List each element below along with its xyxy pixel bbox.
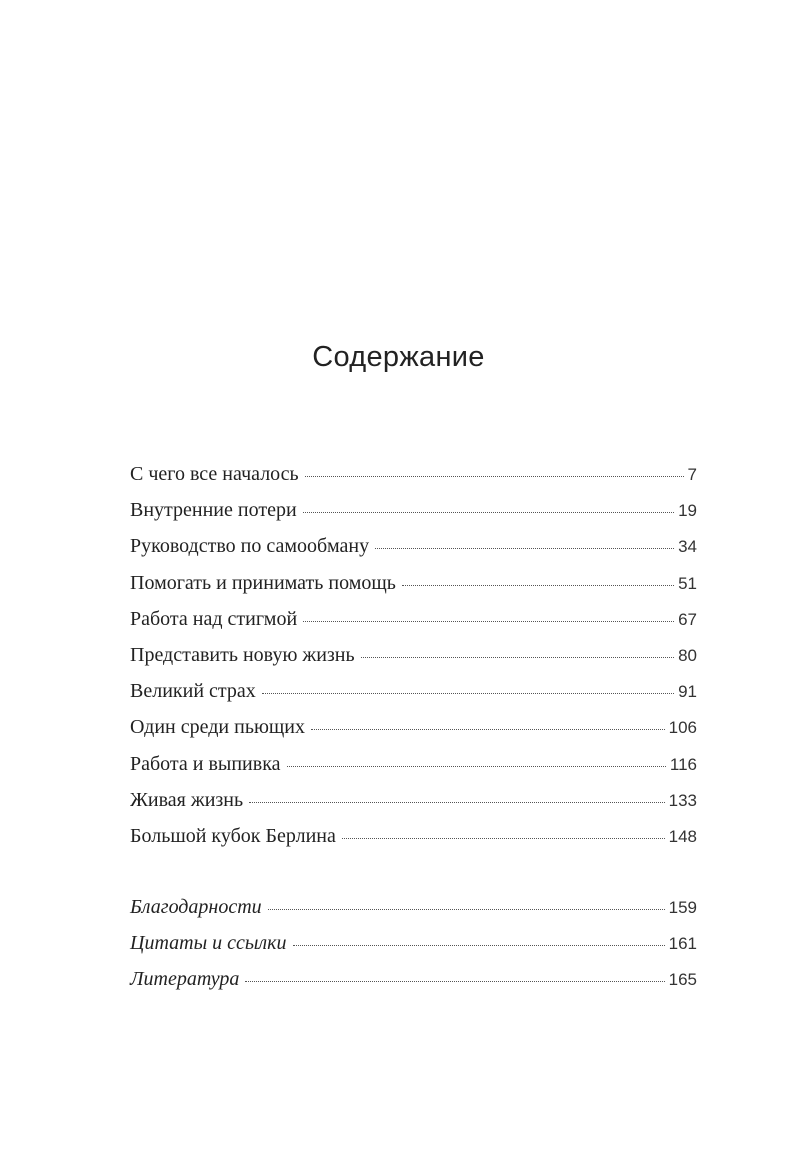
toc-entry-title: Большой кубок Берлина (130, 824, 336, 847)
toc-entry[interactable] (130, 535, 697, 571)
toc-entry-page: 67 (678, 609, 697, 629)
toc-entry-title: Работа над стигмой (130, 607, 298, 630)
dot-leader (262, 693, 674, 694)
toc-entry[interactable] (130, 825, 697, 861)
toc-entry[interactable] (130, 896, 697, 932)
toc-entry-page: 91 (678, 682, 697, 702)
page-title: Содержание (312, 341, 485, 374)
back-matter-contents (130, 896, 697, 1005)
dot-leader (293, 945, 665, 946)
dot-leader (375, 548, 674, 549)
toc-entry-page: 116 (669, 754, 697, 774)
toc-entry[interactable] (130, 716, 697, 752)
dot-leader (305, 476, 684, 477)
toc-entry-page: 165 (668, 970, 697, 990)
toc-entry-page: 34 (678, 537, 697, 557)
toc-entry-page: 80 (678, 645, 697, 665)
toc-entry[interactable] (130, 608, 697, 644)
toc-entry-page: 19 (678, 501, 697, 521)
toc-entry-page: 7 (687, 465, 697, 484)
dot-leader (268, 909, 665, 910)
dot-leader (311, 729, 665, 730)
toc-entry-page: 133 (668, 790, 697, 810)
toc-entry[interactable] (130, 572, 697, 608)
toc-entry[interactable] (130, 499, 697, 535)
toc-entry-title: Работа и выпивка (130, 752, 281, 775)
toc-entry[interactable] (130, 789, 697, 825)
dot-leader (361, 657, 674, 658)
toc-entry-title: С чего все началось (130, 463, 299, 485)
toc-entry-title: Один среди пьющих (130, 716, 305, 739)
dot-leader (245, 981, 664, 982)
toc-entry-title: Руководство по самообману (130, 535, 370, 558)
toc-entry[interactable] (130, 968, 697, 1004)
dot-leader (342, 838, 665, 839)
toc-entry-title: Литература (130, 968, 240, 991)
toc-entry[interactable] (130, 753, 697, 789)
toc-entry-page: 148 (668, 826, 697, 846)
toc-entry-title: Живая жизнь (130, 788, 244, 811)
toc-entry-title: Цитаты и ссылки (130, 932, 287, 955)
toc-entry-title: Благодарности (130, 896, 262, 918)
toc-entry[interactable] (130, 932, 697, 968)
dot-leader (303, 512, 674, 513)
toc-entry-page: 51 (678, 573, 697, 593)
toc-entry-page: 161 (668, 934, 697, 954)
toc-entry[interactable] (130, 463, 697, 499)
toc-entry-page: 159 (668, 898, 697, 917)
dot-leader (303, 621, 674, 622)
dot-leader (402, 585, 674, 586)
dot-leader (249, 802, 665, 803)
toc-entry-title: Представить новую жизнь (130, 643, 355, 666)
toc-entry-page: 106 (668, 718, 697, 738)
toc-entry[interactable] (130, 644, 697, 680)
toc-entry-title: Великий страх (130, 680, 256, 703)
toc-entry-title: Внутренние потери (130, 499, 297, 522)
toc-entry-title: Помогать и принимать помощь (130, 571, 396, 594)
table-of-contents (130, 463, 697, 861)
toc-entry[interactable] (130, 680, 697, 716)
dot-leader (287, 766, 666, 767)
